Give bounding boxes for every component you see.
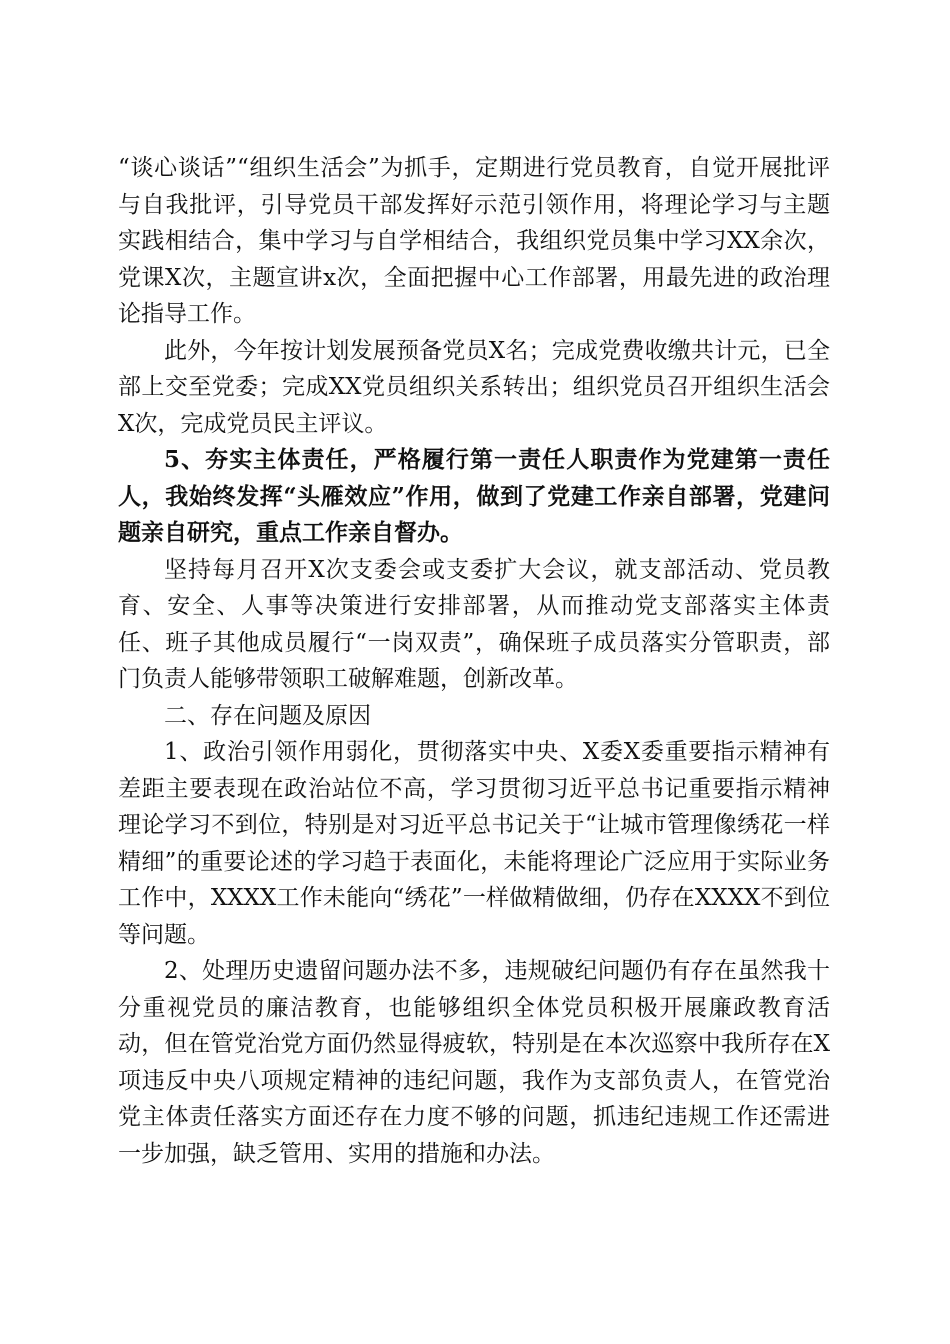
section-heading-problems-causes: 二、存在问题及原因 bbox=[164, 702, 371, 729]
paragraph-party-education: “谈心谈话”“组织生活会”为抓手，定期进行党员教育，自觉开展批评与自我批评，引导党员干部发挥好示范引领作用，将理论学习与主题实践相结合，集中学习与自学相结合，我组织党员集中学习XX余次，党课X次，主题宣讲x次，全面把握中心工作部署，用最先进的政治理论指导工作。 bbox=[118, 155, 830, 327]
paragraph-problem-political-guidance: 1、政治引领作用弱化，贯彻落实中央、X委X委重要指示精神有差距主要表现在政治站位不高，学习贯彻习近平总书记重要指示精神理论学习不到位，特别是对习近平总书记关于“让城市管理像绣花一样精细”的重要论述的学习趋于表面化，未能将理论广泛应用于实际业务工作中，XXXX工作未能向“绣花”一样做精做细，仍存在XXXX不到位等问题。 bbox=[118, 739, 830, 948]
section-heading-main-responsibility: 5、夯实主体责任，严格履行第一责任人职责作为党建第一责任人，我始终发挥“头雁效应”作用，做到了党建工作亲自部署，党建问题亲自研究，重点工作亲自督办。 bbox=[118, 446, 830, 546]
paragraph-branch-meetings: 坚持每月召开X次支委会或支委扩大会议，就支部活动、党员教育、安全、人事等决策进行安排部署，从而推动党支部落实主体责任、班子其他成员履行“一岗双责”，确保班子成员落实分管职责，部门负责人能够带领职工破解难题，创新改革。 bbox=[118, 556, 830, 692]
paragraph-problem-historical-issues: 2、处理历史遗留问题办法不多，违规破纪问题仍有存在虽然我十分重视党员的廉洁教育，也能够组织全体党员积极开展廉政教育活动，但在管党治党方面仍然显得疲软，特别是在本次巡察中我所存在X项违反中央八项规定精神的违纪问题，我作为支部负责人，在管党治党主体责任落实方面还存在力度不够的问题，抓违纪违规工作还需进一步加强，缺乏管用、实用的措施和办法。 bbox=[118, 958, 830, 1167]
document-body bbox=[118, 150, 830, 1172]
paragraph-party-member-development: 此外，今年按计划发展预备党员X名；完成党费收缴共计元，已全部上交至党委；完成XX党员组织关系转出；组织党员召开组织生活会X次，完成党员民主评议。 bbox=[118, 337, 830, 437]
